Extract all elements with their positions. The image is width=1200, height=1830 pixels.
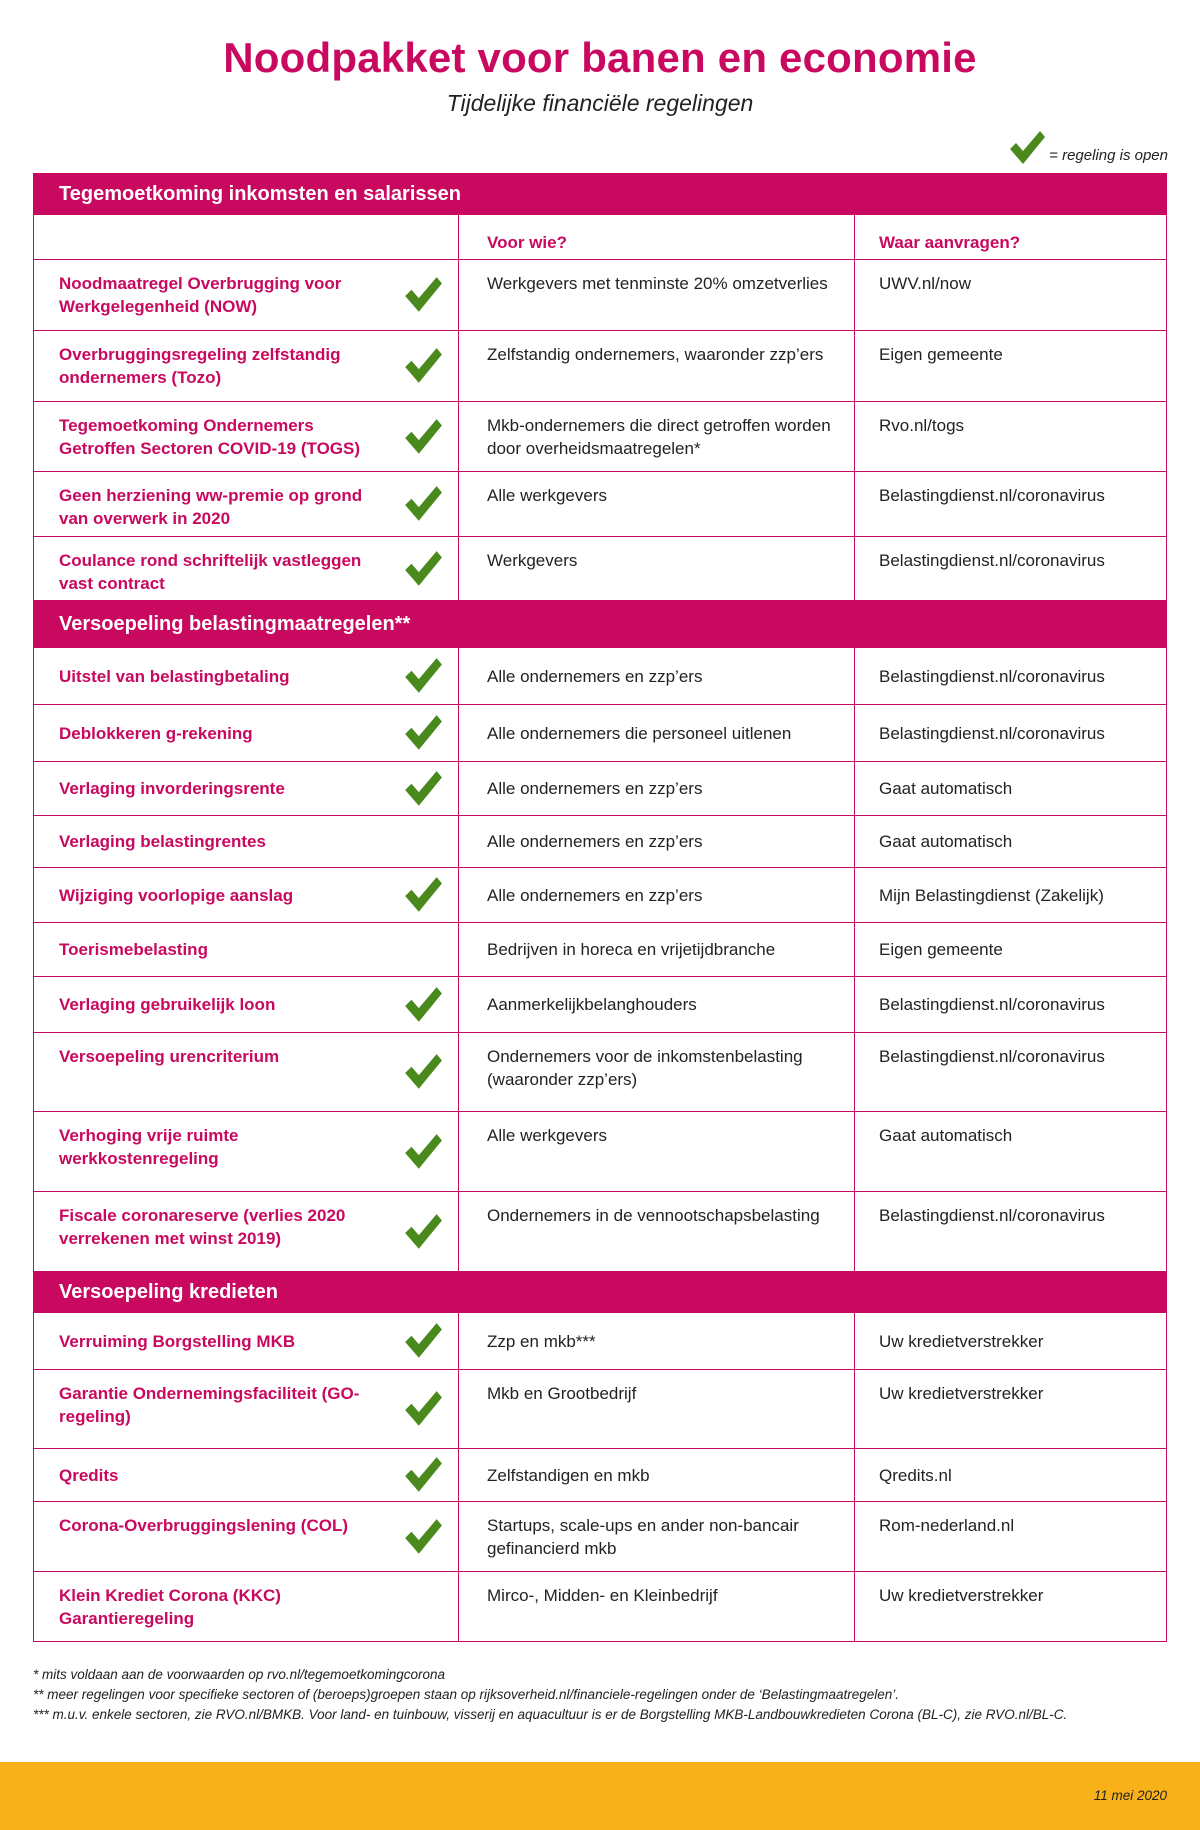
checkmark-icon <box>402 1388 444 1430</box>
where-text: Uw kredietverstrekker <box>879 1586 1044 1605</box>
regeling-cell <box>34 1192 458 1271</box>
legend-label: = regeling is open <box>1049 147 1168 164</box>
regeling-name: Deblokkeren g-rekening <box>59 723 253 743</box>
section-header: Versoepeling kredieten <box>34 1271 1166 1313</box>
where-cell <box>854 1572 1166 1641</box>
who-text: Alle werkgevers <box>487 1126 607 1145</box>
regeling-name: Versoepeling urencriterium <box>59 1047 280 1066</box>
where-cell <box>854 868 1166 922</box>
regeling-name: Garantie Ondernemingsfaciliteit (GO-regeling) <box>59 1384 360 1426</box>
who-cell <box>458 1502 854 1571</box>
checkmark-icon <box>402 874 444 916</box>
section-header: Versoepeling belastingmaatregelen** <box>34 600 1166 648</box>
regeling-name: Geen herziening ww-premie op grond van overwerk in 2020 <box>59 486 363 528</box>
regeling-name: Qredits <box>59 1465 119 1485</box>
regeling-cell <box>34 868 458 922</box>
where-text: Belastingdienst.nl/coronavirus <box>879 486 1105 505</box>
who-cell <box>458 816 854 867</box>
publication-date: 11 mei 2020 <box>1093 1788 1167 1803</box>
column-header-regeling <box>34 215 458 259</box>
regeling-cell <box>34 1502 458 1571</box>
regeling-name: Verlaging invorderingsrente <box>59 779 285 798</box>
who-text: Aanmerkelijkbelanghouders <box>487 995 697 1014</box>
where-text: Belastingdienst.nl/coronavirus <box>879 723 1105 743</box>
where-cell <box>854 977 1166 1032</box>
where-cell <box>854 705 1166 761</box>
regeling-cell <box>34 1313 458 1369</box>
regeling-name: Wijziging voorlopige aanslag <box>59 885 294 905</box>
who-cell <box>458 705 854 761</box>
regeling-name: Coulance rond schriftelijk vastleggen vast contract <box>59 551 362 593</box>
where-cell <box>854 260 1166 330</box>
where-cell <box>854 1502 1166 1571</box>
legend <box>1007 128 1168 168</box>
where-cell <box>854 816 1166 867</box>
who-cell <box>458 260 854 330</box>
regeling-name: Noodmaatregel Overbrugging voor Werkgelegenheid (NOW) <box>59 274 342 316</box>
checkmark-icon <box>402 345 444 387</box>
who-text: Zzp en mkb*** <box>487 1331 596 1351</box>
who-text: Werkgevers met tenminste 20% omzetverlies <box>487 274 828 293</box>
regeling-cell <box>34 537 458 600</box>
where-text: Qredits.nl <box>879 1465 952 1485</box>
table-row <box>34 401 1166 471</box>
who-text: Mirco-, Midden- en Kleinbedrijf <box>487 1586 718 1605</box>
who-cell <box>458 1192 854 1271</box>
section-header: Tegemoetkoming inkomsten en salarissen <box>34 173 1166 215</box>
checkmark-icon <box>402 712 444 754</box>
table-row <box>34 1571 1166 1641</box>
table-row <box>34 1191 1166 1271</box>
checkmark-icon <box>402 1211 444 1253</box>
regeling-name: Tegemoetkoming Ondernemers Getroffen Sectoren COVID-19 (TOGS) <box>59 416 361 458</box>
regeling-cell <box>34 977 458 1032</box>
regeling-cell <box>34 1572 458 1641</box>
where-cell <box>854 923 1166 976</box>
regeling-name: Corona-Overbruggingslening (COL) <box>59 1516 348 1535</box>
regeling-cell <box>34 816 458 867</box>
page-subtitle: Tijdelijke financiële regelingen <box>446 90 754 116</box>
who-cell <box>458 762 854 815</box>
regeling-cell <box>34 260 458 330</box>
who-text: Alle ondernemers en zzp’ers <box>487 832 703 851</box>
table-row <box>34 976 1166 1032</box>
where-cell <box>854 331 1166 401</box>
who-text: Alle werkgevers <box>487 486 607 505</box>
who-text: Ondernemers voor de inkomstenbelasting (waaronder zzp’ers) <box>487 1047 803 1089</box>
where-cell <box>854 1112 1166 1191</box>
table-row <box>34 1111 1166 1191</box>
regeling-name: Toerismebelasting <box>59 940 208 959</box>
regeling-cell <box>34 705 458 761</box>
where-cell <box>854 1192 1166 1271</box>
who-cell <box>458 868 854 922</box>
checkmark-icon <box>402 548 444 590</box>
checkmark-icon <box>402 1516 444 1558</box>
where-text: Gaat automatisch <box>879 1126 1013 1145</box>
regeling-cell <box>34 648 458 704</box>
table-row <box>34 259 1166 330</box>
regeling-name: Uitstel van belastingbetaling <box>59 666 290 686</box>
footer-bar <box>0 1762 1200 1830</box>
who-cell <box>458 331 854 401</box>
checkmark-icon <box>402 768 444 810</box>
table-row <box>34 471 1166 536</box>
where-text: Belastingdienst.nl/coronavirus <box>879 551 1105 570</box>
who-text: Alle ondernemers en zzp’ers <box>487 779 703 798</box>
who-cell <box>458 977 854 1032</box>
column-header-row <box>34 215 1166 259</box>
who-cell <box>458 1572 854 1641</box>
regeling-name: Verlaging belastingrentes <box>59 832 266 851</box>
where-cell <box>854 472 1166 536</box>
checkmark-icon <box>1007 128 1047 168</box>
table-row <box>34 1448 1166 1501</box>
where-cell <box>854 1449 1166 1501</box>
regeling-name: Klein Krediet Corona (KKC) Garantieregeling <box>59 1586 281 1628</box>
where-cell <box>854 762 1166 815</box>
table-row <box>34 704 1166 761</box>
who-cell <box>458 402 854 471</box>
table-row <box>34 1501 1166 1571</box>
page-title: Noodpakket voor banen en economie <box>223 34 977 81</box>
who-cell <box>458 648 854 704</box>
checkmark-icon <box>402 1320 444 1362</box>
regeling-name: Verruiming Borgstelling MKB <box>59 1331 296 1351</box>
who-text: Bedrijven in horeca en vrijetijdbranche <box>487 940 776 959</box>
where-cell <box>854 1033 1166 1111</box>
where-text: Rvo.nl/togs <box>879 416 965 435</box>
regeling-cell <box>34 762 458 815</box>
who-cell <box>458 537 854 600</box>
footnote: *** m.u.v. enkele sectoren, zie RVO.nl/BMKB. Voor land- en tuinbouw, visserij en aquacultuur is er de Borgstelling MKB-Landbouwkredieten Corona (BL-C), zie RVO.nl/BL-C. <box>33 1707 1068 1722</box>
regeling-cell <box>34 402 458 471</box>
who-cell <box>458 1449 854 1501</box>
who-text: Zelfstandig ondernemers, waaronder zzp’ers <box>487 345 824 364</box>
checkmark-icon <box>402 1454 444 1496</box>
where-cell <box>854 1313 1166 1369</box>
where-cell <box>854 537 1166 600</box>
where-text: UWV.nl/now <box>879 274 971 293</box>
table-row <box>34 1032 1166 1111</box>
checkmark-icon <box>402 1131 444 1173</box>
table-row <box>34 330 1166 401</box>
regeling-cell <box>34 1370 458 1448</box>
footnote: ** meer regelingen voor specifieke sectoren of (beroeps)groepen staan op rijksoverheid.nl/financiele-regelingen onder de ‘Belastingmaatregelen’. <box>33 1687 900 1702</box>
where-text: Gaat automatisch <box>879 832 1013 851</box>
regeling-name: Fiscale coronareserve (verlies 2020 verrekenen met winst 2019) <box>59 1206 346 1248</box>
where-cell <box>854 1370 1166 1448</box>
table-row <box>34 815 1166 867</box>
who-text: Ondernemers in de vennootschapsbelasting <box>487 1206 820 1225</box>
checkmark-icon <box>402 1051 444 1093</box>
who-cell <box>458 923 854 976</box>
where-text: Gaat automatisch <box>879 779 1013 798</box>
regeling-cell <box>34 1112 458 1191</box>
who-text: Zelfstandigen en mkb <box>487 1465 650 1485</box>
where-text: Belastingdienst.nl/coronavirus <box>879 666 1105 686</box>
who-text: Alle ondernemers die personeel uitlenen <box>487 723 792 743</box>
regeling-cell <box>34 923 458 976</box>
regeling-cell <box>34 331 458 401</box>
where-text: Belastingdienst.nl/coronavirus <box>879 1047 1105 1066</box>
where-text: Eigen gemeente <box>879 940 1003 959</box>
where-text: Uw kredietverstrekker <box>879 1331 1044 1351</box>
who-text: Mkb en Grootbedrijf <box>487 1384 637 1403</box>
where-text: Eigen gemeente <box>879 345 1003 364</box>
checkmark-icon <box>402 416 444 458</box>
who-text: Alle ondernemers en zzp’ers <box>487 885 703 905</box>
footnote: * mits voldaan aan de voorwaarden op rvo.nl/tegemoetkomingcorona <box>33 1667 445 1682</box>
table-row <box>34 761 1166 815</box>
regeling-name: Overbruggingsregeling zelfstandig ondernemers (Tozo) <box>59 345 341 387</box>
who-text: Startups, scale-ups en ander non-bancair gefinancierd mkb <box>487 1516 799 1558</box>
table-row <box>34 536 1166 600</box>
who-cell <box>458 472 854 536</box>
regeling-cell <box>34 1033 458 1111</box>
checkmark-icon <box>402 655 444 697</box>
table-row <box>34 1369 1166 1448</box>
table-row <box>34 867 1166 922</box>
where-text: Rom-nederland.nl <box>879 1516 1015 1535</box>
who-text: Alle ondernemers en zzp’ers <box>487 666 703 686</box>
where-cell <box>854 648 1166 704</box>
where-text: Uw kredietverstrekker <box>879 1384 1044 1403</box>
column-header-who: Voor wie? <box>458 215 854 259</box>
regeling-name: Verlaging gebruikelijk loon <box>59 995 276 1014</box>
checkmark-icon <box>402 274 444 316</box>
where-text: Belastingdienst.nl/coronavirus <box>879 1206 1105 1225</box>
checkmark-icon <box>402 984 444 1026</box>
regeling-name: Verhoging vrije ruimte werkkostenregeling <box>59 1126 239 1168</box>
table-row <box>34 1313 1166 1369</box>
who-cell <box>458 1370 854 1448</box>
table-row <box>34 922 1166 976</box>
checkmark-icon <box>402 483 444 525</box>
where-text: Belastingdienst.nl/coronavirus <box>879 995 1105 1014</box>
regelingen-table <box>33 173 1167 1642</box>
footnotes <box>33 1665 1067 1725</box>
table-row <box>34 648 1166 704</box>
who-cell <box>458 1033 854 1111</box>
regeling-cell <box>34 472 458 536</box>
who-cell <box>458 1313 854 1369</box>
who-text: Mkb-ondernemers die direct getroffen worden door overheidsmaatregelen* <box>487 416 831 458</box>
who-text: Werkgevers <box>487 551 578 570</box>
column-header-where: Waar aanvragen? <box>854 215 1166 259</box>
who-cell <box>458 1112 854 1191</box>
where-cell <box>854 402 1166 471</box>
where-text: Mijn Belastingdienst (Zakelijk) <box>879 885 1104 905</box>
regeling-cell <box>34 1449 458 1501</box>
